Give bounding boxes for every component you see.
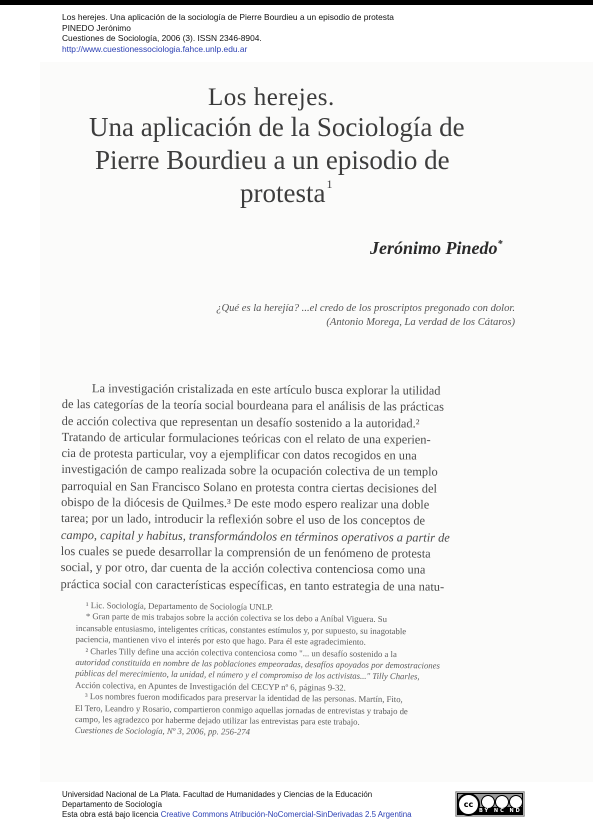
footer-university: Universidad Nacional de La Plata. Facultad de Humanidades y Ciencias de la Educación — [62, 790, 373, 799]
article-author: Jerónimo Pinedo* — [370, 238, 503, 258]
footer-department: Departamento de Sociología — [62, 800, 163, 810]
citation-title: Los herejes. Una aplicación de la sociología de Pierre Bourdieu a un episodio de protesta — [62, 12, 394, 22]
badge-label: BY NC ND — [479, 808, 522, 814]
footnote-line: ² Charles Tilly define una acción colectiva contenciosa como "... un desafío sostenido a la — [85, 645, 397, 659]
creative-commons-badge[interactable] — [455, 791, 525, 817]
body-line: los cuales se puede desarrollar la comprensión de un fenómeno de protesta — [60, 543, 431, 561]
epigraph — [150, 302, 515, 330]
institution-footer — [62, 790, 412, 821]
citation-author: PINEDO Jerónimo — [62, 22, 131, 33]
footnote-line: * Gran parte de mis trabajos sobre la acción colectiva se los debo a Aníbal Viguera. Su — [85, 611, 388, 625]
body-line: Tratando de articular formulaciones teóricas con el relato de una experien- — [61, 429, 431, 447]
footnotes — [75, 600, 506, 741]
body-line: práctica social con características específicas, en tanto estrategia de una natu- — [60, 576, 445, 594]
body-line: de las categorías de la teoría social bourdeana para el análisis de las prácticas — [61, 397, 445, 414]
journal-link[interactable]: http://www.cuestionessociologia.fahce.unlp.edu.ar — [62, 43, 248, 54]
article-title-line-3: Pierre Bourdieu a un episodio de — [95, 145, 450, 175]
footnote-line: Acción colectiva, en Apuntes de Investigación del CECYP nº 6, páginas 9-32. — [75, 679, 346, 693]
noderivatives-icon — [509, 795, 523, 809]
body-line: parroquial en San Francisco Solano en protesta contra ciertas decisiones del — [61, 478, 438, 496]
body-line: de acción colectiva que representan un desafío sostenido a la autoridad.² — [61, 413, 420, 431]
top-rule — [0, 0, 593, 5]
article-title-line-1: Los herejes. — [208, 84, 335, 111]
body-line: obispo de la diócesis de Quilmes.³ De este modo espero realizar una doble — [61, 495, 430, 512]
footer-license: Esta obra está bajo licencia Creative Commons Atribución-NoComercial-SinDerivadas 2.5 Argentina — [62, 810, 412, 820]
page-citation: Cuestiones de Sociología, Nº 3, 2006, pp. 256-274 — [74, 725, 251, 737]
footnote-line: paciencia, mantienen vivo el interés por esto que hago. Para él este agradecimiento. — [75, 634, 366, 647]
article-body — [61, 380, 514, 595]
body-line: campo, capital y habitus, transformándolos en términos operativos a partir de — [60, 527, 450, 545]
article-title-line-2: Una aplicación de la Sociología de — [89, 112, 465, 142]
footnote-line: autoridad constituida en nombre de las poblaciones empeoradas, desafíos apoyados por demostraciones — [75, 656, 440, 671]
epigraph-source: (Antonio Morega, La verdad de los Cátaros) — [326, 317, 515, 328]
title-footnote-mark: 1 — [326, 177, 333, 191]
article-title-line-4: protesta$^1$ — [240, 177, 333, 208]
author-footnote-mark: * — [497, 239, 503, 250]
footnote-line: campo, les agradezco por haberme dejado utilizar las entrevistas para este trabajo. — [74, 713, 360, 727]
citation-header — [62, 12, 394, 54]
body-line: investigación de campo realizada sobre la ocupación colectiva de un templo — [61, 462, 438, 480]
body-line: tarea; por un lado, introducir la reflexión sobre el uso de los conceptos de — [60, 511, 426, 528]
body-line: cia de protesta particular, voy a ejemplificar con datos recogidos en una — [61, 446, 417, 463]
footnote-line: incansable entusiasmo, inteligentes críticas, constantes estímulos y, por supuesto, su inagotable — [75, 622, 407, 636]
creative-commons-icon: cc — [457, 793, 480, 816]
citation-journal: Cuestiones de Sociología, 2006 (3). ISSN 2346-8904. — [62, 33, 262, 44]
epigraph-quote: ¿Qué es la herejía? ...el credo de los proscriptos pregonado con dolor. — [216, 303, 515, 314]
footnote-line: ¹ Lic. Sociología, Departamento de Sociología UNLP. — [85, 600, 274, 612]
footnote-line: El Tero, Leandro y Rosario, compartieron conmigo aquellas jornadas de entrevistas y trabajo de — [74, 702, 408, 716]
footnote-line: ³ Los nombres fueron modificados para preservar la identidad de las personas. Martín, Fito, — [85, 691, 403, 705]
noncommercial-icon — [495, 795, 509, 809]
license-link[interactable]: Creative Commons Atribución-NoComercial-SinDerivadas 2.5 Argentina — [160, 810, 412, 820]
body-line: La investigación cristalizada en este artículo busca explorar la utilidad — [91, 381, 441, 398]
body-line: social, y por otro, dar cuenta de la acción colectiva contenciosa como una — [60, 560, 426, 577]
attribution-icon — [481, 795, 495, 809]
footnote-line: públicas del merecimiento, la unidad, el número y el compromiso de los activistas..." Tilly Charles, — [75, 668, 420, 682]
